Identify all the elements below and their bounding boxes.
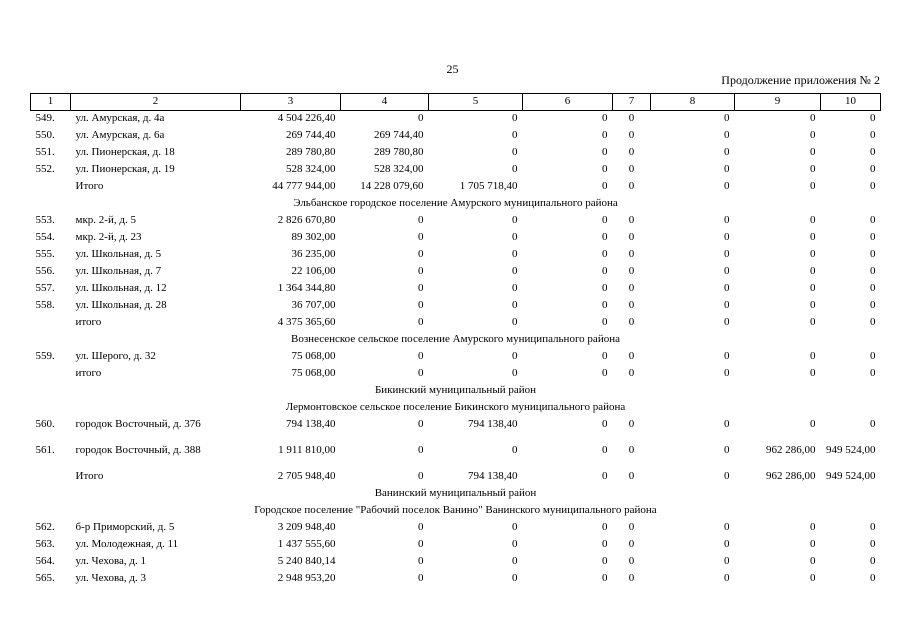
value-col-9: 0 [810,265,816,277]
value-col-6: 0 [602,555,608,567]
value-col-6: 0 [602,146,608,158]
value-col-4: 0 [418,418,424,430]
column-header: 9 [735,94,821,111]
address-cell: ул. Чехова, д. 3 [75,572,147,584]
value-col-9: 0 [810,418,816,430]
value-col-6: 0 [602,129,608,141]
value-col-8: 0 [724,521,730,533]
value-col-4: 0 [418,444,424,456]
table-row [31,443,881,469]
value-col-6: 0 [602,418,608,430]
value-col-7: 0 [628,350,635,362]
value-col-4: 0 [418,316,424,328]
value-col-10: 0 [870,572,876,584]
table-row [31,349,881,366]
value-col-3: 22 106,00 [291,265,336,277]
table-row [31,281,881,298]
row-number: 560. [35,418,55,430]
section-heading: Эльбанское городское поселение Амурского муниципального района [293,197,618,209]
value-col-3: 75 068,00 [291,350,336,362]
table-row [31,162,881,179]
column-header: 6 [523,94,613,111]
page-number: 25 [446,62,459,76]
row-number: 553. [35,214,55,226]
address-cell: ул. Пионерская, д. 19 [75,163,175,175]
value-col-9: 0 [810,129,816,141]
value-col-9: 0 [810,248,816,260]
row-number: 564. [35,555,55,567]
value-col-3: 3 209 948,40 [277,521,336,533]
value-col-3: 2 705 948,40 [277,470,336,482]
address-cell: ул. Пионерская, д. 18 [75,146,175,158]
value-col-5: 0 [512,316,518,328]
value-col-3: 4 504 226,40 [277,112,336,124]
section-heading-row [31,196,881,213]
column-header: 3 [241,94,341,111]
value-col-9: 0 [810,572,816,584]
value-col-3: 269 744,40 [286,129,336,141]
value-col-7: 0 [628,299,635,311]
value-col-10: 0 [870,350,876,362]
row-number: 561. [35,444,55,456]
value-col-5: 0 [512,214,518,226]
row-number: 554. [35,231,55,243]
address-cell: ул. Амурская, д. 4а [75,112,165,124]
row-number: 551. [35,146,55,158]
table-row [31,128,881,145]
address-cell: ул. Школьная, д. 28 [75,299,167,311]
value-col-6: 0 [602,163,608,175]
value-col-6: 0 [602,299,608,311]
row-number: 565. [35,572,55,584]
section-heading-row [31,486,881,503]
value-col-9: 0 [810,367,816,379]
value-col-9: 962 286,00 [766,444,816,456]
value-col-5: 0 [512,265,518,277]
value-col-8: 0 [724,316,730,328]
value-col-7: 0 [628,572,635,584]
value-col-7: 0 [628,418,635,430]
value-col-6: 0 [602,248,608,260]
row-number: 559. [35,350,55,362]
value-col-8: 0 [724,129,730,141]
value-col-3: 794 138,40 [286,418,336,430]
address-cell: итого [75,367,102,379]
value-col-10: 0 [870,146,876,158]
row-number: 562. [35,521,55,533]
value-col-6: 0 [602,538,608,550]
value-col-5: 0 [512,299,518,311]
value-col-5: 0 [512,350,518,362]
value-col-5: 0 [512,367,518,379]
value-col-7: 0 [628,282,635,294]
row-number [31,179,71,196]
table-body [31,94,881,589]
value-col-4: 0 [418,231,424,243]
value-col-4: 269 744,40 [374,129,424,141]
address-cell: мкр. 2-й, д. 23 [75,231,142,243]
value-col-6: 0 [602,572,608,584]
value-col-6: 0 [602,350,608,362]
value-col-3: 89 302,00 [291,231,336,243]
table-row [31,554,881,571]
value-col-8: 0 [724,538,730,550]
section-heading: Ванинский муниципальный район [374,487,537,499]
value-col-10: 0 [870,265,876,277]
value-col-3: 75 068,00 [291,367,336,379]
value-col-7: 0 [628,367,635,379]
value-col-4: 0 [418,350,424,362]
address-cell: ул. Амурская, д. 6а [75,129,165,141]
row-number: 556. [35,265,55,277]
value-col-6: 0 [602,214,608,226]
value-col-10: 0 [870,214,876,226]
address-cell: Итого [75,180,104,192]
value-col-3: 528 324,00 [286,163,336,175]
value-col-3: 2 826 670,80 [277,214,336,226]
value-col-4: 0 [418,521,424,533]
value-col-4: 528 324,00 [374,163,424,175]
total-row [31,366,881,383]
value-col-4: 0 [418,299,424,311]
value-col-8: 0 [724,367,730,379]
value-col-9: 0 [810,521,816,533]
value-col-10: 949 524,00 [826,444,876,456]
value-col-5: 0 [512,231,518,243]
value-col-3: 36 707,00 [291,299,336,311]
row-number [31,469,71,486]
section-heading: Вознесенское сельское поселение Амурского муниципального района [291,333,620,345]
value-col-5: 0 [512,112,518,124]
value-col-8: 0 [724,248,730,260]
value-col-9: 0 [810,163,816,175]
value-col-4: 0 [418,265,424,277]
value-col-10: 0 [870,299,876,311]
value-col-9: 0 [810,538,816,550]
address-text: городок Восточный, д. 388 [75,444,201,456]
value-col-4: 0 [418,572,424,584]
value-col-7: 0 [628,555,635,567]
value-col-5: 0 [512,248,518,260]
value-col-9: 0 [810,146,816,158]
value-col-10: 0 [870,112,876,124]
value-col-10: 0 [870,129,876,141]
value-col-5: 0 [512,129,518,141]
value-col-7: 0 [628,248,635,260]
address-cell: мкр. 2-й, д. 5 [75,214,136,226]
section-heading-row [31,383,881,400]
address-cell: ул. Школьная, д. 7 [75,265,162,277]
address-cell: ул. Школьная, д. 5 [75,248,162,260]
value-col-7: 0 [628,231,635,243]
row-number: 552. [35,163,55,175]
table-row [31,520,881,537]
value-col-5: 0 [512,282,518,294]
value-col-9: 0 [810,299,816,311]
value-col-9: 0 [810,214,816,226]
value-col-8: 0 [724,470,730,482]
value-col-8: 0 [724,112,730,124]
value-col-4: 0 [418,282,424,294]
value-col-10: 0 [870,248,876,260]
column-header: 2 [71,94,241,111]
value-col-9: 962 286,00 [766,470,816,482]
column-header: 5 [429,94,523,111]
value-col-10: 949 524,00 [826,470,876,482]
value-col-6: 0 [602,265,608,277]
value-col-8: 0 [724,572,730,584]
value-col-6: 0 [602,180,608,192]
column-header: 7 [613,94,651,111]
table-row [31,213,881,230]
appendix-continuation-note: Продолжение приложения № 2 [721,73,880,87]
value-col-6: 0 [602,470,608,482]
value-col-3: 5 240 840,14 [277,555,336,567]
address-cell: ул. Молодежная, д. 11 [75,538,179,550]
total-row [31,469,881,486]
address-cell: ул. Школьная, д. 12 [75,282,167,294]
value-col-8: 0 [724,444,730,456]
value-col-6: 0 [602,521,608,533]
value-col-3: 1 437 555,60 [277,538,336,550]
address-cell: ул. Чехова, д. 1 [75,555,147,567]
value-col-10: 0 [870,538,876,550]
value-col-4: 0 [418,248,424,260]
value-col-7: 0 [628,129,635,141]
value-col-4: 0 [418,214,424,226]
value-col-7: 0 [628,180,635,192]
value-col-9: 0 [810,316,816,328]
total-row [31,315,881,332]
value-col-6: 0 [602,231,608,243]
value-col-5: 794 138,40 [468,470,518,482]
value-col-10: 0 [870,163,876,175]
column-header: 10 [821,94,881,111]
table-row [31,247,881,264]
value-col-8: 0 [724,214,730,226]
value-col-3: 36 235,00 [291,248,336,260]
table-row [31,145,881,162]
value-col-4: 0 [418,470,424,482]
value-col-8: 0 [724,265,730,277]
value-col-8: 0 [724,163,730,175]
address-cell: б-р Приморский, д. 5 [75,521,175,533]
address-cell [71,443,241,469]
value-col-6: 0 [602,367,608,379]
value-col-8: 0 [724,555,730,567]
value-col-8: 0 [724,418,730,430]
value-col-8: 0 [724,299,730,311]
value-col-7: 0 [628,538,635,550]
column-header: 4 [341,94,429,111]
column-header: 1 [31,94,71,111]
table-row [31,417,881,443]
value-col-3: 1 911 810,00 [278,444,336,456]
section-heading-row [31,400,881,417]
value-col-10: 0 [870,418,876,430]
value-col-7: 0 [628,112,635,124]
value-col-5: 0 [512,521,518,533]
value-col-7: 0 [628,521,635,533]
row-number [31,315,71,332]
value-col-9: 0 [810,231,816,243]
value-col-7: 0 [628,163,635,175]
section-heading-row [31,332,881,349]
value-col-7: 0 [628,265,635,277]
table-row [31,230,881,247]
appendix-table [30,93,881,588]
row-number [31,366,71,383]
value-col-3: 1 364 344,80 [277,282,336,294]
value-col-7: 0 [628,146,635,158]
value-col-5: 0 [512,572,518,584]
address-text: городок Восточный, д. 376 [75,418,201,430]
value-col-3: 289 780,80 [286,146,336,158]
value-col-7: 0 [628,214,635,226]
row-number: 550. [35,129,55,141]
total-row [31,179,881,196]
value-col-5: 1 705 718,40 [459,180,518,192]
value-col-7: 0 [628,316,635,328]
address-cell: итого [75,316,102,328]
table-row [31,264,881,281]
value-col-4: 14 228 079,60 [360,180,424,192]
value-col-9: 0 [810,112,816,124]
value-col-8: 0 [724,282,730,294]
value-col-6: 0 [602,112,608,124]
value-col-10: 0 [870,180,876,192]
table-row [31,298,881,315]
column-header: 8 [651,94,735,111]
value-col-9: 0 [810,555,816,567]
value-col-7: 0 [628,470,635,482]
address-cell [71,417,241,443]
value-col-6: 0 [602,316,608,328]
value-col-6: 0 [602,282,608,294]
value-col-8: 0 [724,180,730,192]
value-col-5: 0 [512,146,518,158]
value-col-10: 0 [870,555,876,567]
address-cell: ул. Шерого, д. 32 [75,350,156,362]
section-heading: Бикинский муниципальный район [374,384,537,396]
value-col-8: 0 [724,350,730,362]
value-col-10: 0 [870,231,876,243]
row-number: 557. [35,282,55,294]
section-heading-row [31,503,881,520]
value-col-3: 44 777 944,00 [272,180,336,192]
column-number-header-row [31,94,881,111]
table-row [31,111,881,129]
value-col-5: 0 [512,555,518,567]
value-col-3: 4 375 365,60 [277,316,336,328]
value-col-10: 0 [870,316,876,328]
value-col-5: 0 [512,163,518,175]
value-col-10: 0 [870,521,876,533]
value-col-6: 0 [602,444,608,456]
section-heading: Городское поселение "Рабочий поселок Ванино" Ванинского муниципального района [254,504,657,516]
value-col-4: 0 [418,555,424,567]
table-row [31,571,881,588]
value-col-8: 0 [724,231,730,243]
value-col-4: 289 780,80 [374,146,424,158]
value-col-9: 0 [810,180,816,192]
address-cell: Итого [75,470,104,482]
row-number: 549. [35,112,55,124]
value-col-10: 0 [870,282,876,294]
value-col-8: 0 [724,146,730,158]
row-number: 555. [35,248,55,260]
value-col-5: 0 [512,444,518,456]
section-heading: Лермонтовское сельское поселение Бикинского муниципального района [285,401,626,413]
row-number: 558. [35,299,55,311]
table-row [31,537,881,554]
value-col-5: 794 138,40 [468,418,518,430]
value-col-4: 0 [418,112,424,124]
value-col-4: 0 [418,367,424,379]
value-col-10: 0 [870,367,876,379]
value-col-5: 0 [512,538,518,550]
row-number: 563. [35,538,55,550]
value-col-3: 2 948 953,20 [277,572,336,584]
value-col-4: 0 [418,538,424,550]
value-col-9: 0 [810,350,816,362]
value-col-9: 0 [810,282,816,294]
value-col-7: 0 [628,444,635,456]
